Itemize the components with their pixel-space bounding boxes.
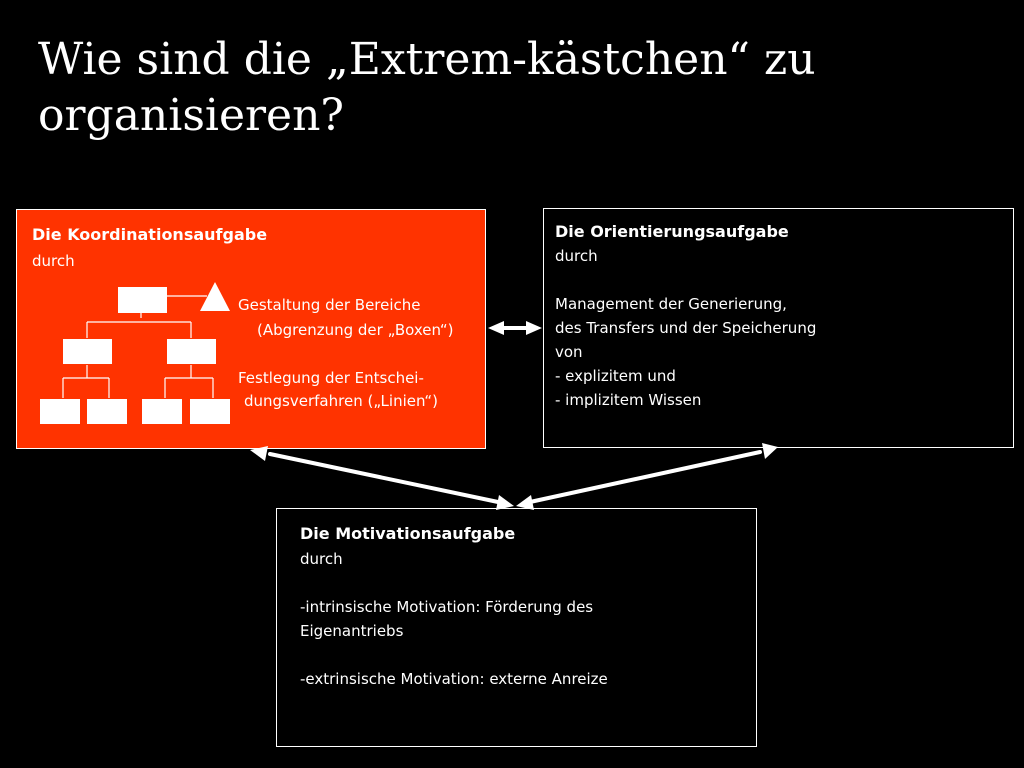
motivation-line-3: -extrinsische Motivation: externe Anreize: [300, 670, 608, 688]
arrowhead-motivation-left: [496, 495, 514, 510]
arrowhead-koordination: [250, 446, 268, 461]
orientierung-line-3: von: [555, 343, 583, 361]
title-line-1: Wie sind die „Extrem-kästchen“ zu: [38, 34, 816, 85]
orientierung-line-2: des Transfers und der Speicherung: [555, 319, 817, 337]
koordination-item2-line2: dungsverfahren („Linien“): [244, 392, 439, 410]
title-line-2: organisieren?: [38, 90, 345, 141]
orientierung-line-1: Management der Generierung,: [555, 295, 787, 313]
arrowhead-motivation-right: [516, 495, 534, 510]
orientierung-durch: durch: [555, 247, 598, 265]
arrowhead-orientierung: [762, 443, 778, 459]
arrow-orientierung-motivation: [530, 452, 760, 502]
orientierung-line-5: - implizitem Wissen: [555, 391, 702, 409]
arrowhead-right: [526, 321, 542, 335]
orientierung-heading: Die Orientierungsaufgabe: [555, 222, 789, 241]
koordination-item1-line1: Gestaltung der Bereiche: [238, 296, 421, 314]
orientierung-line-4: - explizitem und: [555, 367, 676, 385]
motivation-line-2: Eigenantriebs: [300, 622, 404, 640]
arrowhead-left: [488, 321, 504, 335]
koordination-item1-line2: (Abgrenzung der „Boxen“): [257, 321, 454, 339]
motivation-heading: Die Motivationsaufgabe: [300, 524, 516, 543]
motivation-durch: durch: [300, 550, 343, 568]
motivation-line-1: -intrinsische Motivation: Förderung des: [300, 598, 594, 616]
koordination-item2-line1: Festlegung der Entschei-: [238, 369, 424, 387]
koordination-durch: durch: [32, 252, 75, 270]
koordination-heading: Die Koordinationsaufgabe: [32, 225, 268, 244]
arrow-koordination-motivation: [270, 454, 498, 502]
